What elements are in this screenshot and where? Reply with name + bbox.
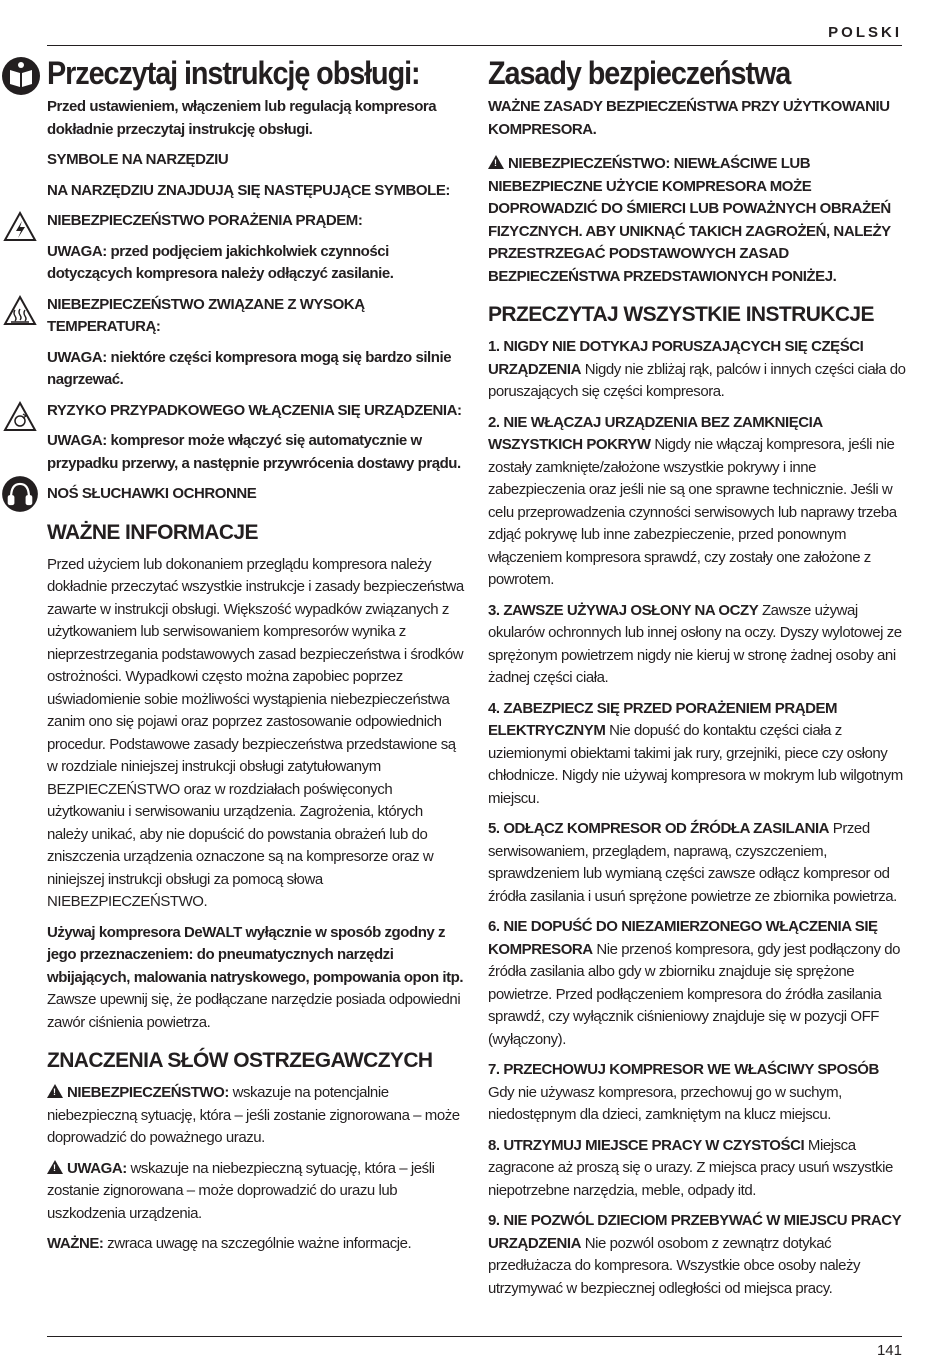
safety-rule-heading: 2. NIE WŁĄCZAJ URZĄDZENIA BEZ ZAMKNIĘCIA WSZYSTKICH POKRYW [488, 413, 823, 453]
notice-text: zwraca uwagę na szczególnie ważne informacje. [103, 1235, 412, 1252]
electric-shock-warning-icon [3, 210, 37, 244]
usage-text: Zawsze upewnij się, że podłączane narzędzie posiada odpowiedni zawór ciśnienia powietrza. [47, 991, 461, 1031]
read-all-heading: PRZECZYTAJ WSZYSTKIE INSTRUKCJE [488, 303, 874, 326]
safety-rule-text: Przed serwisowaniem, przeglądem, naprawą, czyszczeniem, sprawdzeniem lub wymianą części zawsze odłącz kompresor od źródła zasilania i usuń sprężone powietrze ze zbiornika powietrza. [488, 820, 897, 905]
danger-text: wskazuje na potencjalnie niebezpieczną sytuację, która – jeśli zostanie zignorowana – może doprowadzić do poważnego urazu. [47, 1084, 460, 1146]
important-info-heading: WAŻNE INFORMACJE [47, 520, 258, 544]
danger-block-warning-icon [488, 155, 504, 169]
symbols-subheading: NA NARZĘDZIU ZNAJDUJĄ SIĘ NASTĘPUJĄCE SYMBOLE: [47, 181, 450, 199]
safety-rule-heading: 6. NIE DOPUŚĆ DO NIEZAMIERZONEGO WŁĄCZENIA SIĘ KOMPRESORA [488, 918, 878, 958]
safety-rule-text: Nie przenoś kompresora, gdy jest podłączony do źródła zasilania albo gdy w zbiorniku znajduje się sprężone powietrze. Przed podłączeniem kompresora do źródła zasilania sprawdź, czy wyłącznik ciśnieniowy znajduje się w pozycji OFF (wyłączony). [488, 940, 901, 1048]
intro-text: Przed ustawieniem, włączeniem lub regulacją kompresora dokładnie przeczytaj instrukcję obsługi. [47, 98, 437, 138]
safety-rule [488, 336, 906, 404]
header-divider [47, 45, 902, 46]
safety-rule-text: Nigdy nie włączaj kompresora, jeśli nie zostały zamknięte/założone wszystkie pokrywy i inne zabezpieczenia oraz jeśli nie są one sprawne technicznie. Jeśli w celu przeprowadzenia czynności serwisowych lub naprawy trzeba zdjąć pokrywę lub inne zabezpieczenie, przed ponownym włączeniem kompresora sprawdź, czy zostały one założone z powrotem. [488, 436, 897, 588]
danger-label: NIEBEZPIECZEŃSTWO: [67, 1084, 229, 1101]
safety-rule-text: Nie dopuść do kontaktu części ciała z uziemionymi obiektami takimi jak rury, grzejniki, piece czy osłony chłodnicze. Nigdy nie używaj kompresora w mokrym lub wilgotnym miejscu. [488, 722, 903, 807]
usage-bold-text: Używaj kompresora DeWALT wyłącznie w sposób zgodny z jego przeznaczeniem: do pneumatycznych narzędzi wbijających, malowania natryskowego, pompowania opon itp. [47, 923, 464, 986]
footer-divider [47, 1336, 902, 1337]
hearing-protection-icon [1, 475, 39, 513]
safety-rule-text: Nigdy nie zbliżaj rąk, palców i innych części ciała do poruszających się części kompresora. [488, 360, 906, 400]
caution-warning-icon [47, 1160, 63, 1174]
safety-rule-text: Nie pozwól osobom z zewnątrz dotykać przedłużacza do kompresora. Wszystkie obce osoby należy utrzymywać w bezpiecznej odległości od miejsca pracy. [488, 1234, 861, 1297]
page-title: Przeczytaj instrukcję obsługi: [47, 55, 420, 91]
safety-rule [488, 916, 906, 1051]
symbol-hot-text: UWAGA: niektóre części kompresora mogą się bardzo silnie nagrzewać. [47, 348, 452, 388]
symbol-auto-start-text: UWAGA: kompresor może włączyć się automatycznie w przypadku przerwy, a następnie przywrócenia dostawy prądu. [47, 432, 461, 472]
safety-rule-heading: 8. UTRZYMUJ MIEJSCE PRACY W CZYSTOŚCI [488, 1136, 805, 1154]
hot-surface-warning-icon [3, 294, 37, 328]
caution-definition [47, 1158, 465, 1226]
safety-rule [488, 1059, 906, 1127]
safety-rules-list [488, 336, 906, 1300]
page-number: 141 [876, 1342, 902, 1359]
important-info-text: Przed użyciem lub dokonaniem przeglądu kompresora należy dokładnie przeczytać wszystkie instrukcje i zasady bezpieczeństwa zawarte w instrukcji obsługi. Większość wypadków związanych z użytkowaniem lub serwisowaniem kompresorów wynika z nieprzestrzegania podstawowych zasad bezpieczeństwa i środków ostrożności. Wypadkowi często można zapobiec poprzez uświadomienie sobie możliwości wystąpienia niebezpieczeństwa zanim ono się pojawi oraz poprzez zastosowanie odpowiednich procedur. Podstawowe zasady bezpieczeństwa przedstawione są w rozdziale niniejszej instrukcji obsługi zatytułowanym BEZPIECZEŃSTWO oraz w rozdziałach poświęconych użytkowaniu i serwisowaniu urządzenia. Zagrożenia, których należy unikać, aby nie dopuścić do powstania obrażeń lub do zniszczenia urządzenia oznaczone są na kompresorze oraz w niniejszej instrukcji obsługi za pomocą słowa NIEBEZPIECZEŃSTWO. [47, 555, 464, 910]
symbol-electric-text: UWAGA: przed podjęciem jakichkolwiek czynności dotyczących kompresora należy odłączyć zasilanie. [47, 242, 394, 282]
safety-rule [488, 412, 906, 592]
safety-subtitle: WAŻNE ZASADY BEZPIECZEŃSTWA PRZY UŻYTKOWANIU KOMPRESORA. [488, 98, 890, 138]
danger-warning-icon [47, 1084, 63, 1098]
auto-start-warning-icon [3, 400, 37, 434]
safety-rule-heading: 4. ZABEZPIECZ SIĘ PRZED PORAŻENIEM PRĄDEM ELEKTRYCZNYM [488, 699, 838, 739]
caution-text: wskazuje na niebezpieczną sytuację, która – jeśli zostanie zignorowana – może doprowadzić do urazu lub uszkodzenia urządzenia. [47, 1159, 435, 1222]
safety-rule [488, 1210, 906, 1300]
safety-rule-text: Miejsca zagracone aż proszą się o urazy. Z miejsca pracy usuń wszystkie niepotrzebne narzędzia, meble, odpady itd. [488, 1136, 893, 1199]
symbol-auto-start-title: RYZYKO PRZYPADKOWEGO WŁĄCZENIA SIĘ URZĄDZENIA: [47, 401, 462, 419]
safety-rule-heading: 5. ODŁĄCZ KOMPRESOR OD ŹRÓDŁA ZASILANIA [488, 820, 830, 837]
safety-rule-text: Zawsze używaj okularów ochronnych lub innej osłony na oczy. Dyszy wylotowej ze sprężonym powietrzem nigdy nie kieruj w stronę żadnej osoby ani żadnej części ciała. [488, 601, 902, 686]
safety-rule-heading: 7. PRZECHOWUJ KOMPRESOR WE WŁAŚCIWY SPOSÓB [488, 1061, 879, 1078]
symbol-hearing-protection [47, 483, 465, 506]
danger-definition [47, 1082, 465, 1150]
safety-rule [488, 600, 906, 690]
signal-words-heading: ZNACZENIA SŁÓW OSTRZEGAWCZYCH [47, 1049, 433, 1072]
symbol-auto-start [47, 400, 465, 423]
symbol-hearing-title: NOŚ SŁUCHAWKI OCHRONNE [47, 485, 257, 502]
safety-rule-heading: 9. NIE POZWÓL DZIECIOM PRZEBYWAĆ W MIEJSCU PRACY URZĄDZENIA [488, 1212, 901, 1252]
symbol-electric-shock [47, 210, 465, 233]
safety-rule [488, 1135, 906, 1203]
danger-block [488, 153, 906, 288]
safety-title: Zasady bezpieczeństwa [488, 55, 791, 91]
notice-definition [47, 1233, 465, 1256]
symbols-heading: SYMBOLE NA NARZĘDZIU [47, 151, 229, 168]
language-label: POLSKI [828, 24, 902, 41]
safety-rule [488, 818, 906, 908]
danger-block-text: NIEBEZPIECZEŃSTWO: NIEWŁAŚCIWE LUB NIEBEZPIECZNE UŻYCIE KOMPRESORA MOŻE DOPROWADZIĆ DO ŚMIERCI LUB POWAŻNYCH OBRAŻEŃ FIZYCZNYCH. ABY UNIKNĄĆ TAKICH ZAGROŻEŃ, NALEŻY PRZESTRZEGAĆ PODSTAWOWYCH ZASAD BEZPIECZEŃSTWA PRZEDSTAWIONYCH PONIŻEJ. [488, 155, 891, 285]
read-manual-section [47, 54, 465, 92]
symbol-electric-title: NIEBEZPIECZEŃSTWO PORAŻENIA PRĄDEM: [47, 212, 363, 229]
symbol-hot-surface [47, 294, 465, 339]
left-column [47, 54, 465, 1264]
read-manual-icon [1, 56, 41, 96]
notice-label: WAŻNE: [47, 1235, 104, 1252]
safety-rule [488, 698, 906, 811]
safety-rule-heading: 3. ZAWSZE UŻYWAJ OSŁONY NA OCZY [488, 601, 759, 619]
right-column [488, 54, 906, 1308]
safety-rule-text: Gdy nie używasz kompresora, przechowuj go w suchym, niedostępnym dla dzieci, zamkniętym na klucz miejscu. [488, 1083, 842, 1123]
symbol-hot-title: NIEBEZPIECZEŃSTWO ZWIĄZANE Z WYSOKĄ TEMPERATURĄ: [47, 295, 365, 335]
usage-paragraph [47, 922, 465, 1035]
safety-rule-heading: 1. NIGDY NIE DOTYKAJ PORUSZAJĄCYCH SIĘ CZĘŚCI URZĄDZENIA [488, 338, 864, 378]
caution-label: UWAGA: [67, 1159, 127, 1177]
